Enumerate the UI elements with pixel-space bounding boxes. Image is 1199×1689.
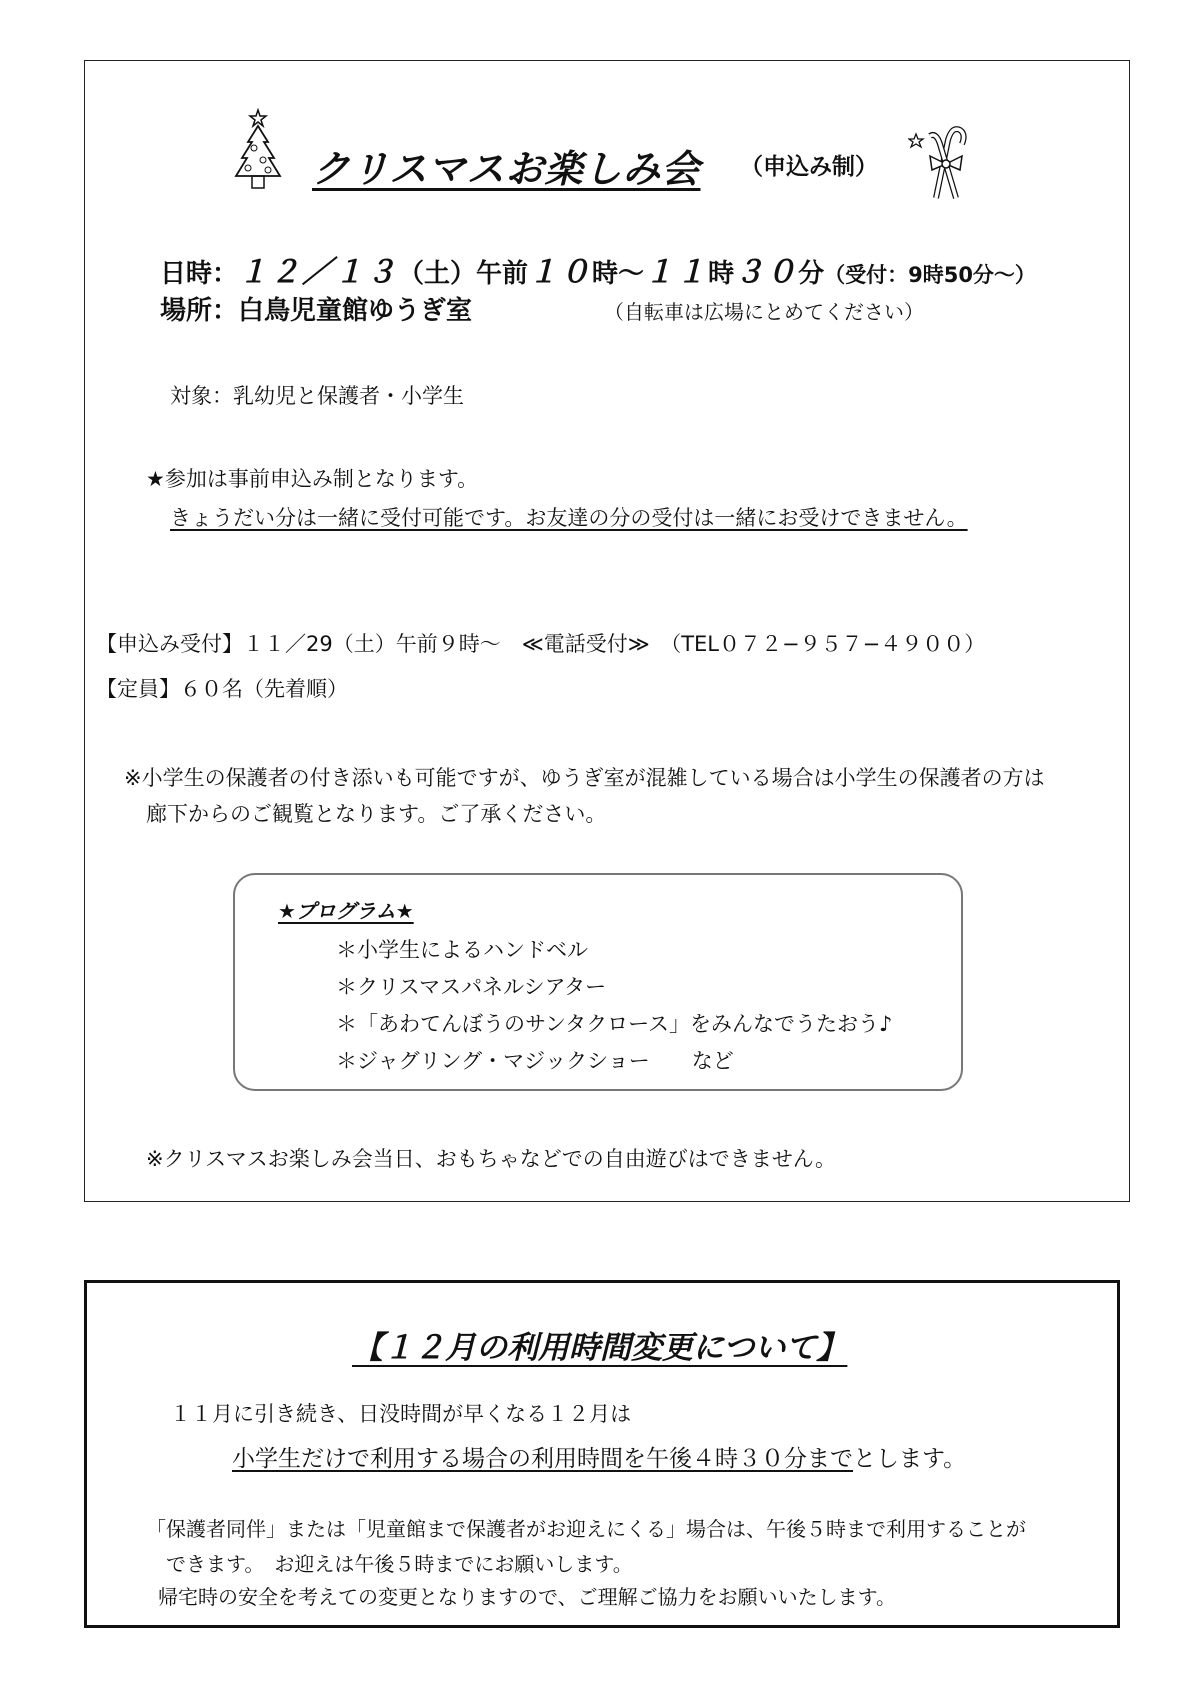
event-place: 場所：白鳥児童館ゆうぎ室 — [160, 296, 473, 326]
event-datetime: 日時：１２／１３（土）午前１０時〜１１時３０分（受付：9時50分〜） — [160, 255, 1036, 290]
guardian-note-line1: ※小学生の保護者の付き添いも可能ですが、ゆうぎ室が混雑している場合は小学生の保護者の方は — [124, 766, 1045, 790]
sibling-notice: きょうだい分は一緒に受付可能です。お友達の分の受付は一緒にお受けできません。 — [170, 506, 968, 530]
hours-change-line5: 帰宅時の安全を考えての変更となりますので、ご理解ご協力をお願いいたします。 — [158, 1585, 896, 1609]
phone-number: （TEL０７２−９５７−４９００） — [670, 632, 986, 656]
candy-cane-icon — [908, 120, 970, 202]
program-item: ＊「あわてんぼうのサンタクロース」をみんなでうたおう♪ — [336, 1012, 893, 1036]
program-item: ＊ジャグリング・マジックショー など — [336, 1049, 734, 1073]
hours-change-line4: できます。 お迎えは午後５時までにお願いします。 — [166, 1552, 633, 1576]
application-info: 【申込み受付】１１／29（土）午前９時〜 ≪電話受付≫ （TEL０７２−９５７−４９００） — [96, 632, 986, 656]
christmas-tree-icon — [228, 108, 288, 196]
event-title-sub: （申込み制） — [740, 154, 878, 180]
program-item: ＊小学生によるハンドベル — [336, 938, 588, 962]
capacity-info: 【定員】６０名（先着順） — [96, 677, 348, 701]
guardian-note-line2: 廊下からのご観覧となります。ご了承ください。 — [146, 802, 607, 826]
program-item: ＊クリスマスパネルシアター — [336, 975, 607, 999]
program-title: ★プログラム★ — [278, 899, 414, 923]
preregistration-notice: ★参加は事前申込み制となります。 — [146, 467, 479, 491]
hours-change-highlight: 小学生だけで利用する場合の利用時間を午後４時３０分まで — [232, 1446, 853, 1472]
hours-change-line2: 小学生だけで利用する場合の利用時間を午後４時３０分までとします。 — [232, 1446, 967, 1472]
hours-change-line1: １１月に引き続き、日没時間が早くなる１２月は — [170, 1402, 632, 1426]
hours-change-title: 【１２月の利用時間変更について】 — [352, 1330, 848, 1366]
event-title: クリスマスお楽しみ会 — [312, 147, 701, 191]
reception-time: （受付：9時50分〜） — [824, 263, 1036, 287]
free-play-notice: ※クリスマスお楽しみ会当日、おもちゃなどでの自由遊びはできません。 — [146, 1147, 837, 1171]
hours-change-line3: 「保護者同伴」または「児童館まで保護者がお迎えにくる」場合は、午後５時まで利用することが — [146, 1517, 1026, 1541]
bicycle-note: （自転車は広場にとめてください） — [604, 300, 924, 324]
event-target: 対象：乳幼児と保護者・小学生 — [170, 384, 464, 408]
